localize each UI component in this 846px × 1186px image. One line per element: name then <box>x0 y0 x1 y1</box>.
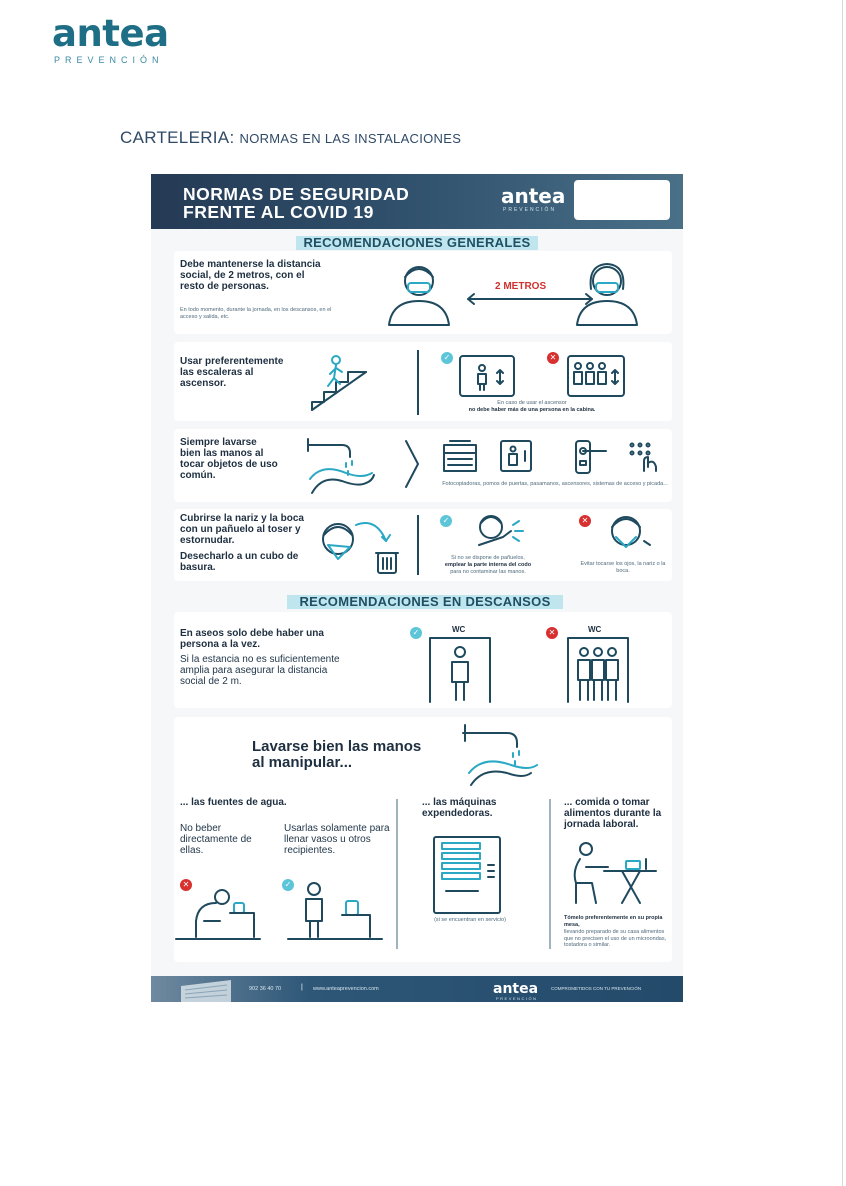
footer-logo-sub: PREVENCIÓN <box>496 996 538 1001</box>
handwash-icon <box>302 435 382 495</box>
food-title: ... comida o tomar alimentos durante la jornada laboral. <box>564 797 662 830</box>
divider-line <box>396 799 398 949</box>
machines-title: ... las máquinas expendedoras. <box>422 797 497 819</box>
card-toilets <box>174 612 672 708</box>
photocopier-icon <box>440 439 480 475</box>
distance-label: 2 METROS <box>495 281 547 292</box>
check-icon: ✓ <box>410 627 422 639</box>
cough-caption-ok-3: para no contaminar las manos. <box>450 569 526 575</box>
cross-icon: ✕ <box>180 879 192 891</box>
card-wash <box>174 717 672 962</box>
hands-text: Siempre lavarse bien las manos al tocar objetos de uso común. <box>180 437 278 481</box>
poster-footer <box>151 976 683 1002</box>
card-hands <box>174 429 672 502</box>
poster-logo-sub: PREVENCIÓN <box>503 207 557 213</box>
poster-blank-box <box>574 180 670 220</box>
elevator-icon <box>499 439 539 475</box>
door-handle-icon <box>572 439 612 475</box>
footer-slogan: COMPROMETIDOS CON TU PREVENCIÓN <box>551 986 642 991</box>
wc-label: WC <box>452 625 466 634</box>
vending-machine-icon <box>432 835 502 915</box>
machines-note: (si se encuentran en servicio) <box>434 917 506 923</box>
footer-web: www.anteaprevencion.com <box>313 986 379 992</box>
drinking-fountain-icon <box>174 881 264 941</box>
cough-caption-no: Evitar tocarse los ojos, la nariz o la boca. <box>580 561 666 574</box>
cough-text-2: Desecharlo a un cubo de basura. <box>180 551 299 573</box>
logo-word: antea <box>52 12 169 55</box>
stairs-text: Usar preferentemente las escaleras al ascensor. <box>180 356 284 389</box>
hands-caption: Fotocopiadoras, pomos de puertas, pasamanos, ascensores, sistemas de acceso y picada... <box>442 481 668 487</box>
distance-text: Debe mantenerse la distancia social, de 2 metros, con el resto de personas. <box>180 259 321 292</box>
handwash-large-icon <box>459 721 539 787</box>
stairs-icon <box>308 354 378 414</box>
covid-poster <box>151 174 683 1002</box>
distance-small: En todo momento, durante la jornada, en los descansos, en el acceso y salida, etc. <box>180 307 332 320</box>
poster-title-line2: FRENTE AL COVID 19 <box>183 202 374 222</box>
stairs-caption-2: no debe haber más de una persona en la cabina. <box>468 407 596 413</box>
card-cough <box>174 509 672 581</box>
wash-title-2: al manipular... <box>252 754 353 771</box>
toilets-text: Si la estancia no es suficientemente amplia para asegurar la distancia social de 2 m. <box>180 654 340 687</box>
elevator-one-person-icon <box>458 354 518 399</box>
check-icon: ✓ <box>282 879 294 891</box>
check-icon: ✓ <box>441 352 453 364</box>
footer-logo-word: antea <box>493 981 539 997</box>
poster-logo-word: antea <box>501 184 566 208</box>
keypad-icon <box>626 439 666 475</box>
divider-line <box>417 350 419 415</box>
stairs-caption-1: En caso de usar el ascensor <box>497 400 567 406</box>
chevron-right-icon <box>402 439 422 489</box>
eating-table-icon <box>566 841 656 907</box>
cross-icon: ✕ <box>546 627 558 639</box>
building-image <box>161 976 241 1002</box>
page-edge <box>842 0 843 1186</box>
card-distance <box>174 251 672 334</box>
section-title <box>120 128 461 148</box>
section-title-main: CARTELERIA: <box>120 128 235 147</box>
fountains-use-fill: Usarlas solamente para llenar vasos u otros recipientes. <box>284 823 390 856</box>
toilet-one-person-icon <box>428 634 492 704</box>
wc-label: WC <box>588 625 602 634</box>
elevator-crowded-icon <box>566 354 626 399</box>
elbow-sneeze-icon <box>477 511 537 551</box>
poster-title <box>183 185 409 221</box>
logo-subtitle: PREVENCIÓN <box>54 55 164 65</box>
person-mask-woman-icon <box>572 259 672 329</box>
wash-title-1: Lavarse bien las manos <box>252 738 422 755</box>
divider-line <box>549 799 551 949</box>
fountains-title: ... las fuentes de agua. <box>180 797 287 808</box>
cough-text-1: Cubrirse la nariz y la boca con un pañuelo al toser y estornudar. <box>180 513 304 546</box>
poster-title-line1: NORMAS DE SEGURIDAD <box>183 184 410 204</box>
toilets-text-bold: En aseos solo debe haber una persona a la vez. <box>180 628 324 650</box>
face-touch-icon <box>604 511 654 553</box>
section-title-sub: NORMAS EN LAS INSTALACIONES <box>239 131 462 146</box>
cross-icon: ✕ <box>579 515 591 527</box>
cough-caption-ok-2: emplear la parte interna del codo <box>444 562 532 568</box>
check-icon: ✓ <box>440 515 452 527</box>
cross-icon: ✕ <box>547 352 559 364</box>
fountain-fill-glass-icon <box>284 881 384 941</box>
banner-general: RECOMENDACIONES GENERALES <box>296 236 538 250</box>
cough-caption-ok-1: Si no se dispone de pañuelos, <box>451 555 525 561</box>
antea-logo <box>52 14 169 65</box>
banner-breaks: RECOMENDACIONES EN DESCANSOS <box>287 595 563 609</box>
footer-phone: 902 36 40 70 <box>249 986 282 992</box>
fountains-no-drink: No beber directamente de ellas. <box>180 823 252 856</box>
tissue-bin-icon <box>316 515 406 577</box>
food-note-bold: Tómelo preferentemente en su propia mesa, <box>564 915 663 928</box>
toilet-crowded-icon <box>566 634 630 704</box>
poster-header <box>151 174 683 229</box>
food-note: llevando preparado de su casa alimentos que no precisen el uso de un microondas, tostadora o similar. <box>564 929 667 948</box>
footer-separator: | <box>301 984 303 991</box>
card-stairs <box>174 342 672 421</box>
